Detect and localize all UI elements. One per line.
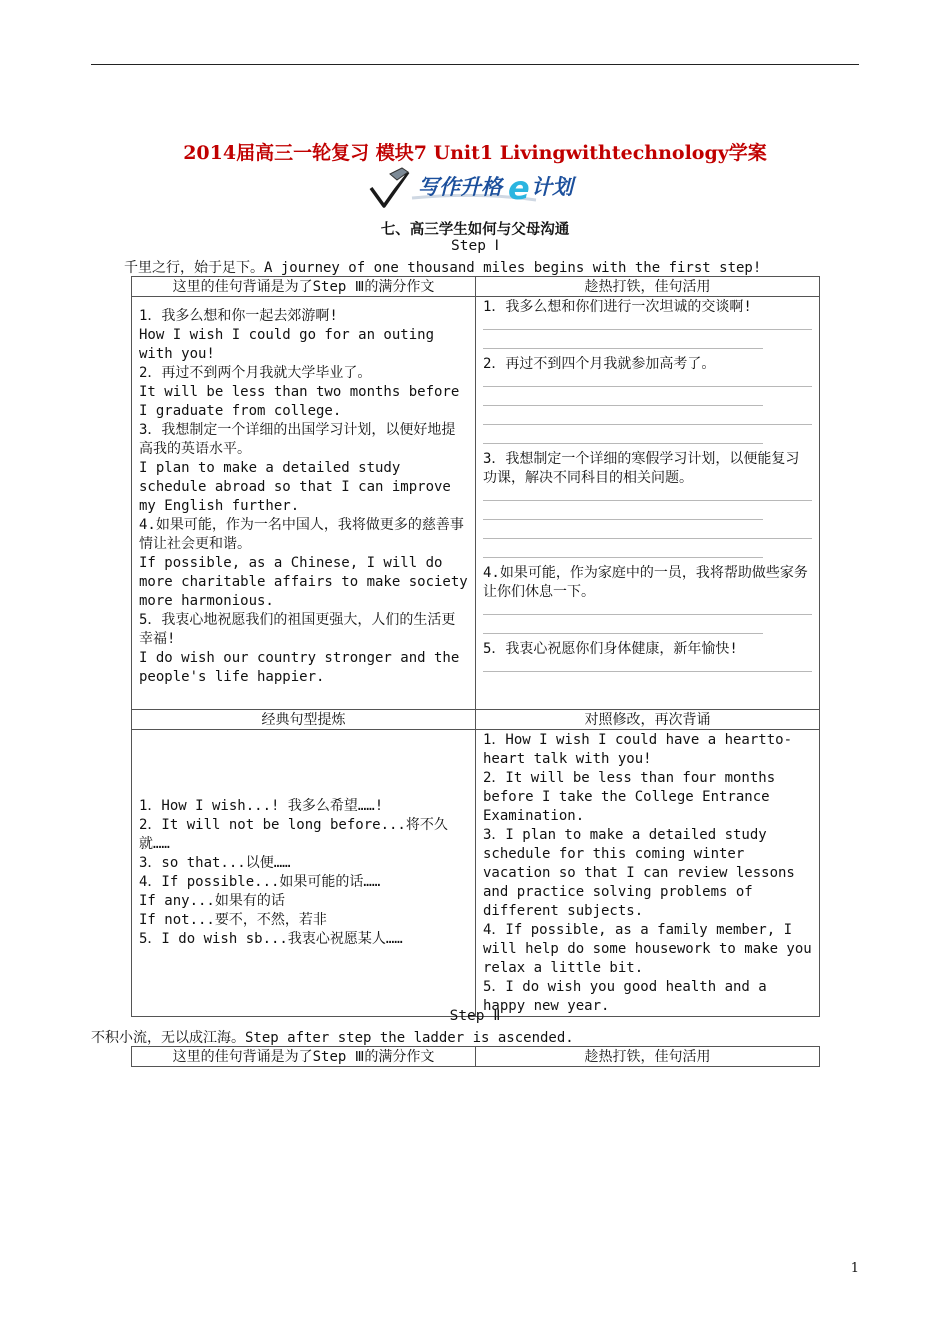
step-1-label: Step Ⅰ	[451, 238, 499, 254]
answer-line[interactable]	[483, 602, 812, 615]
sentence-patterns: 1．How I wish...! 我多么希望……! 2．It will not be long before...将不久就…… 3．so that...以便…… 4．If possible...如果可能的话…… If any...如果有的话 If not...要不，不然，若非 5．I do wish sb...我衷心祝愿某人……	[139, 798, 448, 947]
answers-cell	[476, 730, 820, 1017]
header-patterns: 经典句型提炼	[132, 710, 476, 730]
answer-line[interactable]	[483, 545, 763, 558]
practice-question: 4.如果可能，作为家庭中的一员，我将帮助做些家务让你们休息一下。	[483, 565, 808, 600]
header-practice: 趁热打铁，佳句活用	[476, 1047, 820, 1067]
step-2-table	[131, 1046, 820, 1067]
answer-line[interactable]	[483, 336, 763, 349]
page-number: 1	[850, 1261, 859, 1276]
practice-question: 5．我衷心祝愿你们身体健康，新年愉快!	[483, 641, 738, 657]
svg-text:计划: 计划	[531, 175, 573, 199]
practice-item	[483, 355, 812, 444]
recite-sentences: 1．我多么想和你一起去郊游啊! How I wish I could go for an outing with you! 2．再过不到两个月我就大学毕业了。 It will be less than two months before I graduate from college. 3．我想制定一个详细的出国学习计划，以便好地提高我的英语水平。 I plan to make a detailed study schedule abroad so that I can improve my English further. 4.如果可能，作为一名中国人，我将做更多的慈善事情让社会更和谐。 If possible, as a Chinese, I will do more charitable affairs to make society more harmonious. 5．我衷心地祝愿我们的祖国更强大，人们的生活更幸福! I do wish our country stronger and the people's life happier.	[139, 308, 468, 685]
answer-line[interactable]	[483, 659, 812, 672]
practice-question: 3．我想制定一个详细的寒假学习计划，以便能复习功课，解决不同科目的相关问题。	[483, 451, 800, 486]
answer-line[interactable]	[483, 374, 812, 387]
practice-item	[483, 640, 812, 672]
step-1-motto: 千里之行，始于足下。A journey of one thousand miles begins with the first step!	[124, 260, 762, 276]
answer-line[interactable]	[483, 488, 812, 501]
model-answers: 1．How I wish I could have a heartto-heart talk with you! 2．It will be less than four months before I take the College Entrance Examination. 3．I plan to make a detailed study schedule for this coming winter vacation so that I can review lessons and practice solving problems of different subjects. 4．If possible, as a family member, I will help do some housework to make you relax a little bit. 5．I do wish you good health and a happy new year.	[483, 732, 812, 1014]
answer-line[interactable]	[483, 507, 763, 520]
header-compare: 对照修改，再次背诵	[476, 710, 820, 730]
header-recite: 这里的佳句背诵是为了Step Ⅲ的满分作文	[132, 1047, 476, 1067]
step-1-table	[131, 276, 820, 1017]
step-2-motto: 不积小流，无以成江海。Step after step the ladder is ascended.	[91, 1030, 574, 1046]
page-title: 2014届高三一轮复习 模块7 Unit1 Livingwithtechnology学案	[183, 142, 767, 164]
answer-line[interactable]	[483, 431, 763, 444]
answer-line[interactable]	[483, 412, 812, 425]
practice-item	[483, 298, 812, 349]
svg-text:写作升格: 写作升格	[418, 175, 502, 199]
practice-cell	[476, 297, 820, 710]
header-recite: 这里的佳句背诵是为了Step Ⅲ的满分作文	[132, 277, 476, 297]
practice-question: 2．再过不到四个月我就参加高考了。	[483, 356, 716, 372]
practice-question: 1．我多么想和你们进行一次坦诚的交谈啊!	[483, 299, 752, 315]
step-2-label: Step Ⅱ	[449, 1008, 501, 1024]
writing-plan-logo	[368, 166, 618, 216]
answer-line[interactable]	[483, 317, 812, 330]
recite-cell	[132, 297, 476, 710]
header-rule	[91, 64, 859, 65]
patterns-cell	[132, 730, 476, 1017]
pen-check-icon	[368, 166, 618, 216]
answer-line[interactable]	[483, 526, 812, 539]
answer-line[interactable]	[483, 393, 763, 406]
svg-text:e: e	[508, 169, 530, 207]
answer-line[interactable]	[483, 621, 763, 634]
practice-item	[483, 450, 812, 558]
header-practice: 趁热打铁，佳句活用	[476, 277, 820, 297]
section-heading: 七、高三学生如何与父母沟通	[380, 221, 570, 238]
practice-item	[483, 564, 812, 634]
